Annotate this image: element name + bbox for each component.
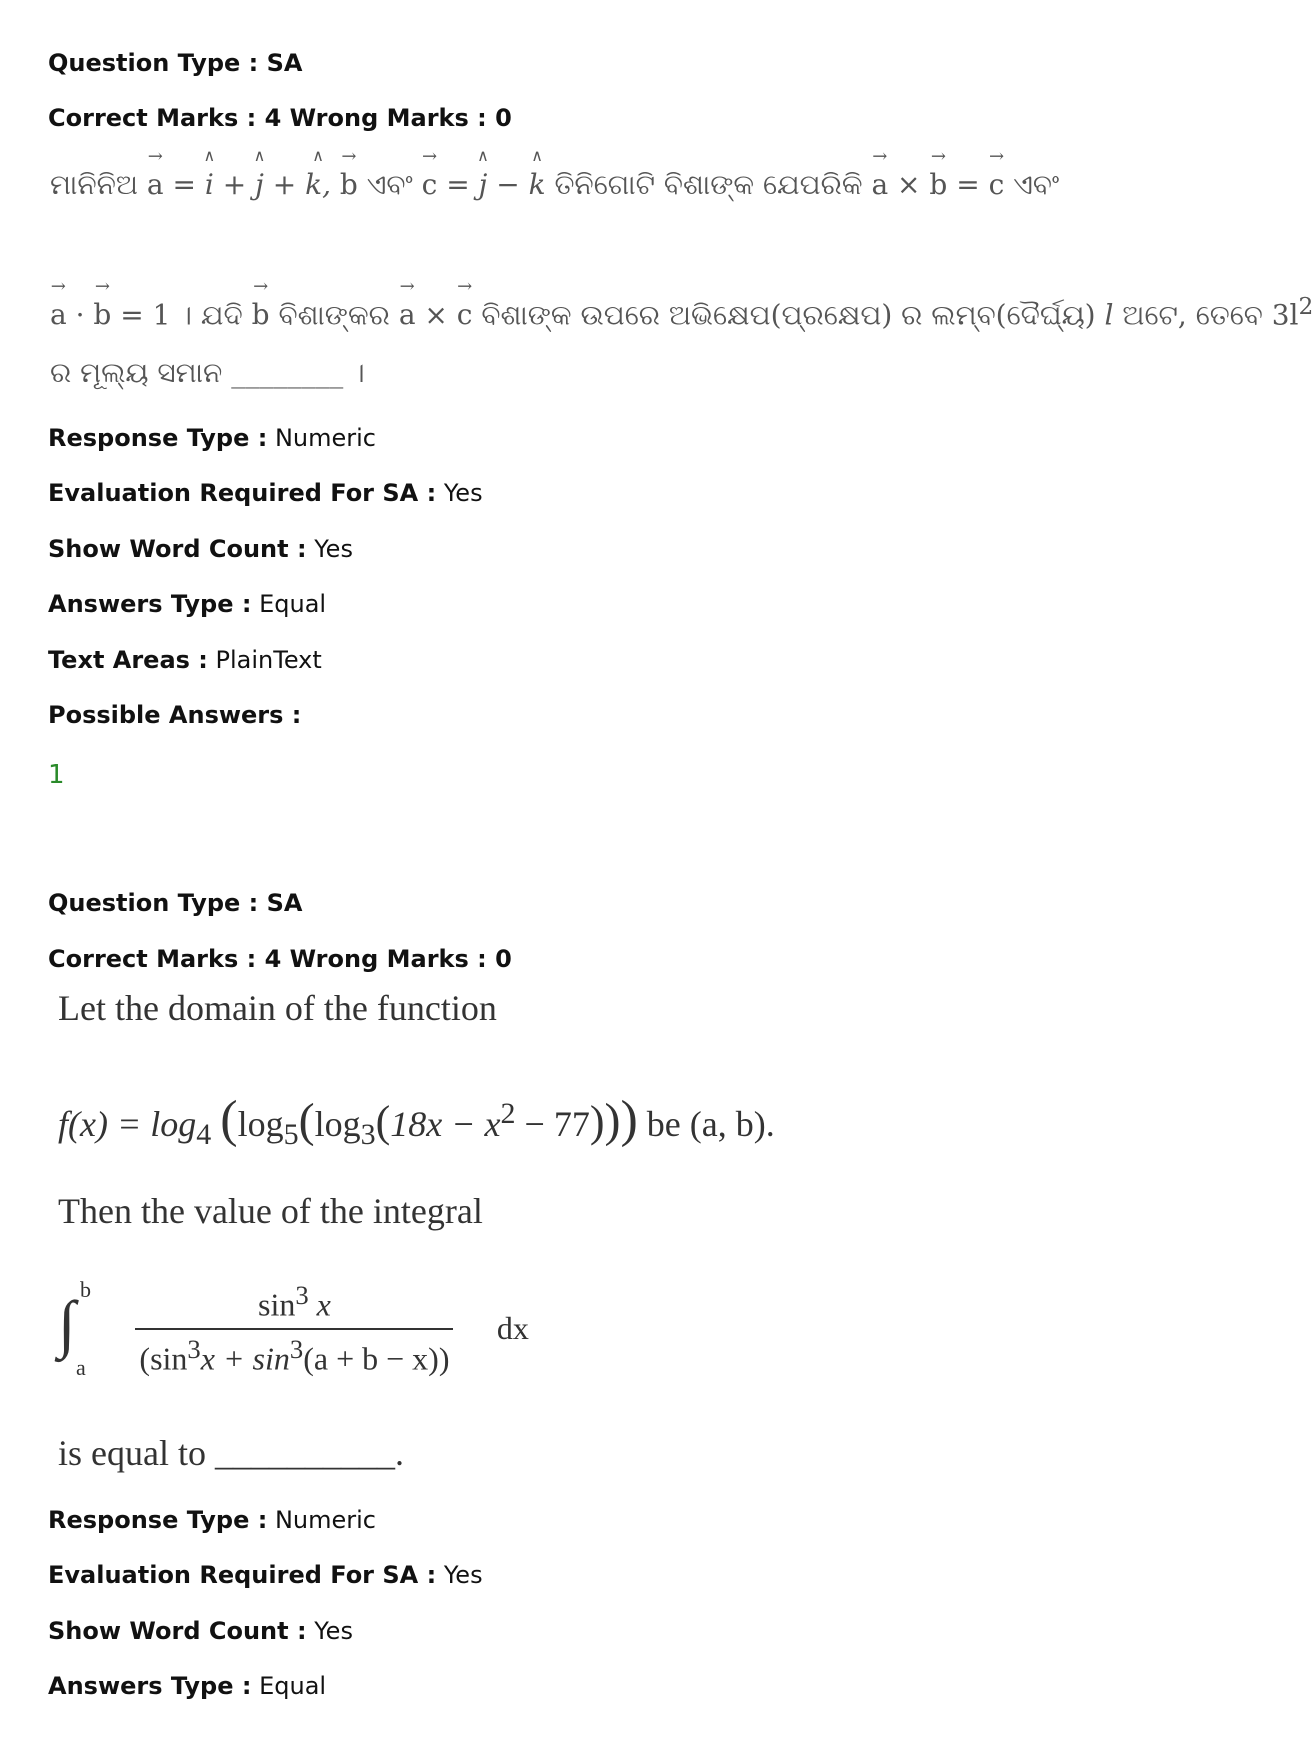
q2-word-count-value: Yes (314, 1617, 353, 1645)
vector-c: → c (989, 168, 1005, 201)
q1-projection-text: ବିଶାଙ୍କ ଉପରେ ଅଭିକ୍ଷେପ(ପ୍ରକ୍ଷେପ) ର ଲମ୍ବ(ଦୈର୍ଘ୍ୟ) (481, 298, 1096, 332)
integral-lower-limit: a (76, 1354, 86, 1380)
q2-question-type-value: SA (266, 889, 303, 917)
q2-evaluation-value: Yes (443, 1561, 483, 1589)
q1-intro-text: ମାନିନିଅ (50, 168, 139, 201)
q2-question-text-line1: Let the domain of the function (58, 988, 497, 1028)
integrand-fraction (98, 1280, 491, 1377)
q1-word-count (48, 534, 353, 564)
equals-sign: = (172, 168, 196, 201)
function-lhs: f(x) = log (58, 1104, 197, 1144)
q2-word-count-label: Show Word Count : (48, 1617, 307, 1645)
q2-question-type-label: Question Type : (48, 889, 259, 917)
integrand-numerator (98, 1280, 491, 1328)
minus-sign: − (496, 168, 520, 201)
q1-evaluation (48, 478, 483, 508)
q1-text-areas (48, 645, 322, 675)
paren-open: ( (375, 1097, 391, 1146)
vector-a: → a (147, 168, 164, 201)
cross-sign: × (897, 168, 921, 201)
vector-c: → c (422, 168, 438, 201)
sin-text: sin (258, 1286, 296, 1323)
domain-statement: be (a, b). (646, 1104, 775, 1144)
cube-exponent: 3 (295, 1280, 309, 1310)
vector-a: → a (871, 168, 888, 201)
unit-j: ∧ j (255, 168, 264, 201)
unit-k: ∧ k (529, 168, 546, 201)
q1-question-type-label: Question Type : (48, 49, 259, 77)
q2-function-definition (58, 1090, 775, 1152)
length-l: l (1104, 298, 1114, 332)
integral-symbol: ∫ (58, 1287, 76, 1359)
paren-open: ( (298, 1094, 315, 1147)
conjunction-text: ଏବଂ (1013, 168, 1060, 201)
q2-answers-type (48, 1671, 326, 1701)
dot-sign: · (75, 298, 85, 332)
vector-a: → a (399, 298, 416, 331)
conjunction-text: ଏବଂ (366, 168, 413, 201)
q2-question-text-line3: is equal to __________. (58, 1433, 404, 1473)
den-mid: x + sin (200, 1340, 290, 1377)
q1-ask-text: ଅଟେ, ତେବେ 3l (1122, 298, 1299, 332)
q2-evaluation-label: Evaluation Required For SA : (48, 1561, 437, 1589)
q1-question-type (48, 48, 302, 78)
q1-answers-type (48, 589, 326, 619)
vector-b: → b (340, 168, 358, 201)
log-base-5: 5 (283, 1118, 299, 1152)
q1-response-type (48, 423, 376, 453)
superscript: 2 (1298, 292, 1313, 320)
quadratic-expression: 18x − x (390, 1104, 501, 1144)
integral-dx: dx (496, 1310, 529, 1347)
vector-c: → c (457, 298, 473, 331)
paren-close: ) (604, 1094, 621, 1147)
q1-possible-answer: 1 (48, 760, 65, 790)
vector-b: → b (929, 168, 947, 201)
paren-close: ) (620, 1091, 638, 1148)
paren-close: ) (589, 1097, 605, 1146)
integrand-denominator (135, 1328, 453, 1378)
unit-j: ∧ j (479, 168, 488, 201)
log-text: log (237, 1104, 284, 1144)
q2-question-type (48, 888, 302, 918)
q1-question-text-line1 (50, 168, 1059, 202)
equals-sign: = (956, 168, 980, 201)
vector-b: → b (252, 298, 270, 331)
log-text: log (314, 1104, 361, 1144)
den-open: (sin (139, 1340, 188, 1377)
q1-evaluation-value: Yes (443, 479, 483, 507)
q1-marks: Correct Marks : 4 Wrong Marks : 0 (48, 104, 512, 132)
unit-k: ∧ k, (305, 168, 331, 201)
q1-answers-type-value: Equal (259, 590, 327, 618)
q2-answers-type-label: Answers Type : (48, 1672, 252, 1700)
q1-question-text-line3: ର ମୂଲ୍ୟ ସମାନ ________ । (50, 356, 365, 389)
plus-sign: + (272, 168, 297, 201)
q1-mid-text: ବିଶାଙ୍କର (278, 298, 390, 332)
q2-word-count (48, 1616, 353, 1646)
cube-exponent: 3 (187, 1333, 201, 1364)
q1-question-text-line2 (50, 292, 1313, 332)
q1-response-type-label: Response Type : (48, 424, 268, 452)
cube-exponent: 3 (289, 1333, 304, 1364)
paren-open: ( (220, 1091, 238, 1148)
vector-a: → a (50, 298, 67, 331)
log-base-3: 3 (360, 1118, 376, 1152)
q2-marks: Correct Marks : 4 Wrong Marks : 0 (48, 945, 512, 973)
den-close: (a + b − x)) (303, 1340, 450, 1377)
q1-possible-answers-label: Possible Answers : (48, 701, 302, 729)
vector-b: → b (93, 298, 111, 331)
q2-response-type (48, 1505, 376, 1535)
q1-word-count-value: Yes (314, 535, 353, 563)
q2-answers-type-value: Equal (259, 1672, 327, 1700)
q2-integral (58, 1276, 529, 1380)
constant-term: − 77 (524, 1104, 590, 1144)
q1-response-type-value: Numeric (274, 424, 376, 452)
log-base-4: 4 (196, 1118, 212, 1152)
q1-mid-text: ତିନିଗୋଟି ବିଶାଙ୍କ ଯେପରିକି (554, 168, 863, 201)
q1-question-type-value: SA (266, 49, 303, 77)
unit-i: ∧ i (205, 168, 214, 201)
q2-response-type-label: Response Type : (48, 1506, 268, 1534)
equals-sign: = (446, 168, 470, 201)
q1-answers-type-label: Answers Type : (48, 590, 252, 618)
q1-word-count-label: Show Word Count : (48, 535, 307, 563)
q2-evaluation (48, 1560, 483, 1590)
integral-sign (58, 1276, 98, 1380)
q1-evaluation-label: Evaluation Required For SA : (48, 479, 437, 507)
q2-response-type-value: Numeric (274, 1506, 376, 1534)
variable-x: x (316, 1286, 331, 1323)
q1-condition-text: = 1 । ଯଦି (120, 298, 243, 332)
q1-text-areas-label: Text Areas : (48, 646, 208, 674)
square-exponent: 2 (500, 1097, 516, 1130)
plus-sign: + (222, 168, 247, 201)
q2-question-text-line2: Then the value of the integral (58, 1191, 483, 1231)
q1-text-areas-value: PlainText (215, 646, 322, 674)
integral-upper-limit: b (80, 1276, 91, 1302)
cross-sign: × (424, 298, 448, 332)
